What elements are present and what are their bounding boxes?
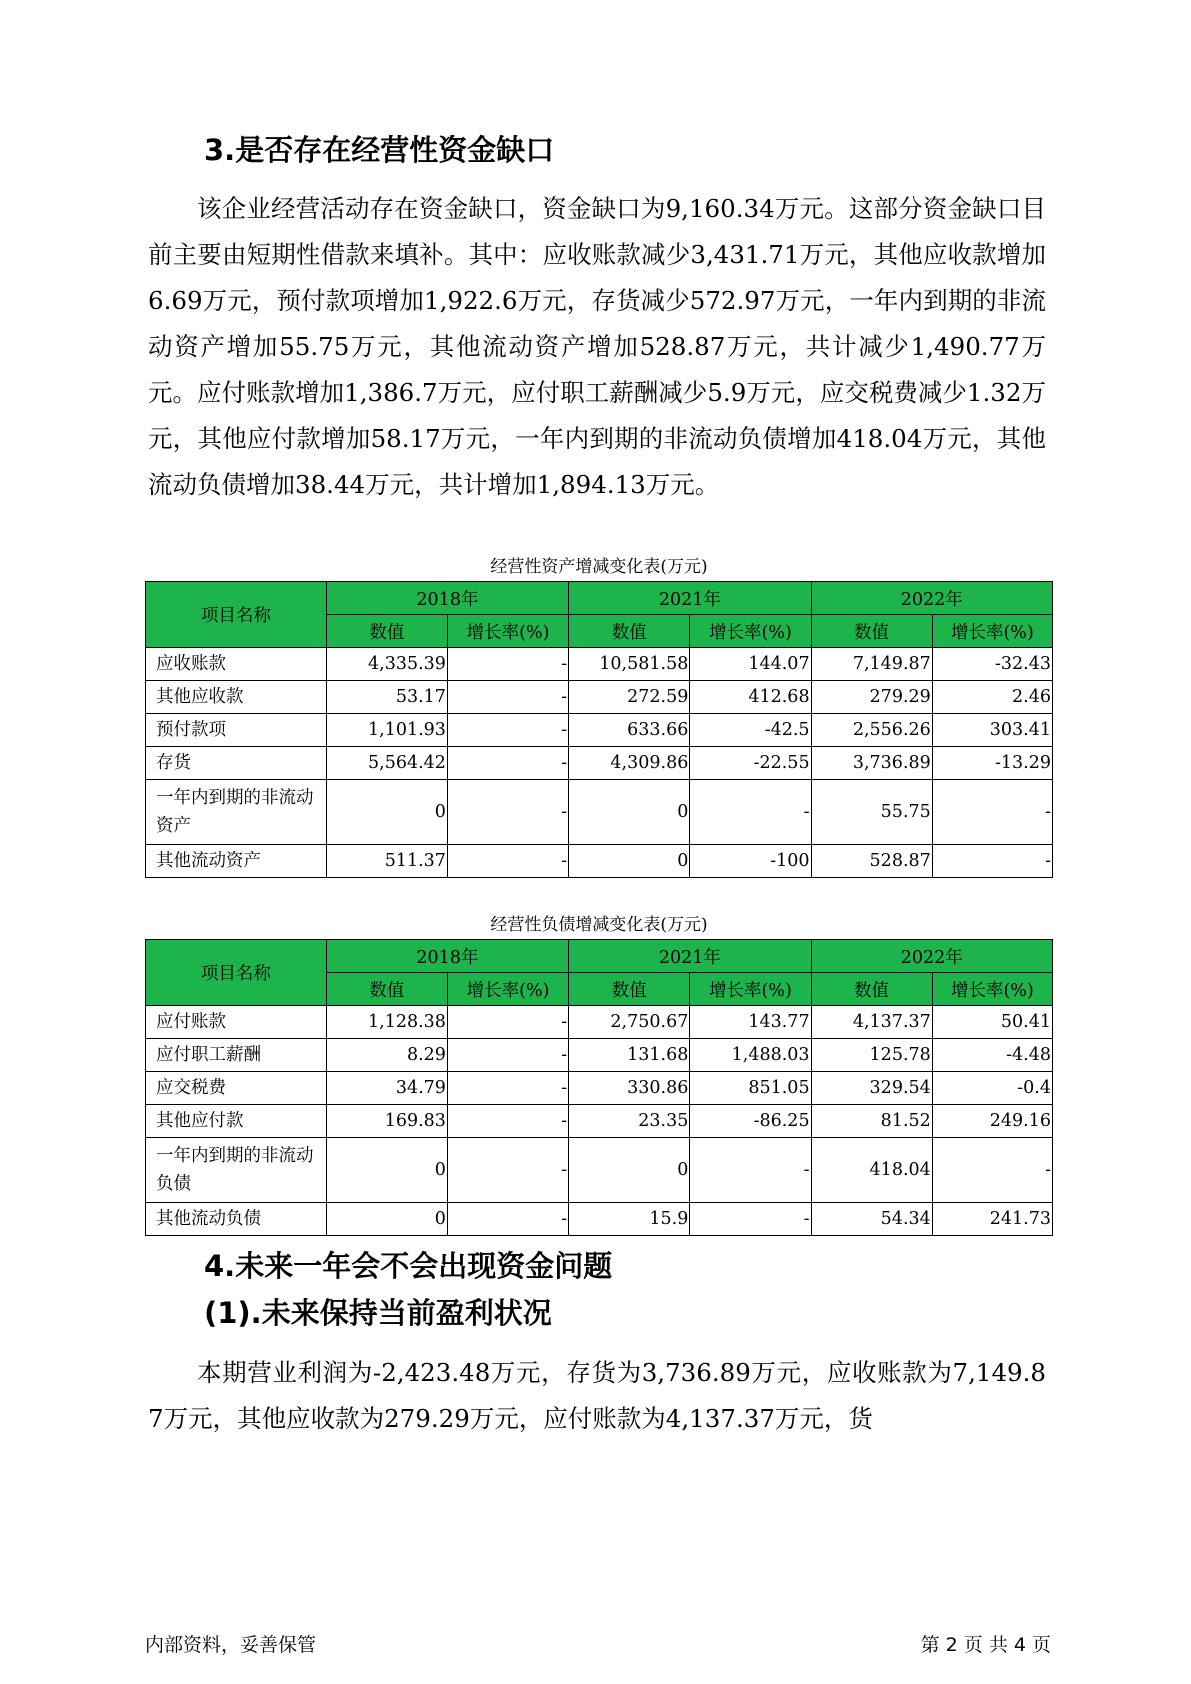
- value-cell: 418.04: [811, 1138, 932, 1203]
- growth-rate-cell: -4.48: [932, 1039, 1052, 1072]
- growth-rate-header: 增长率(%): [447, 615, 568, 648]
- row-item-name: 应付账款: [146, 1006, 327, 1039]
- year-header: 2022年: [811, 582, 1052, 615]
- value-cell: 0: [326, 1203, 447, 1236]
- value-cell: 10,581.58: [569, 648, 690, 681]
- growth-rate-cell: -86.25: [690, 1105, 811, 1138]
- year-header: 2021年: [569, 940, 811, 973]
- growth-rate-cell: -: [447, 1138, 568, 1203]
- value-cell: 511.37: [326, 845, 447, 878]
- value-cell: 4,309.86: [569, 747, 690, 780]
- value-cell: 1,101.93: [326, 714, 447, 747]
- footer-confidential-note: 内部资料，妥善保管: [145, 1634, 317, 1656]
- growth-rate-header: 增长率(%): [932, 973, 1052, 1006]
- growth-rate-cell: -: [690, 1203, 811, 1236]
- growth-rate-cell: -: [447, 681, 568, 714]
- row-item-name: 其他应收款: [146, 681, 327, 714]
- growth-rate-cell: 851.05: [690, 1072, 811, 1105]
- value-cell: 272.59: [569, 681, 690, 714]
- growth-rate-cell: -: [447, 714, 568, 747]
- growth-rate-header: 增长率(%): [447, 973, 568, 1006]
- value-cell: 2,556.26: [811, 714, 932, 747]
- growth-rate-header: 增长率(%): [932, 615, 1052, 648]
- section-4-heading: 4.未来一年会不会出现资金问题: [204, 1249, 613, 1283]
- table-row: [146, 1039, 1053, 1072]
- row-item-name: 应付职工薪酬: [146, 1039, 327, 1072]
- year-header: 2021年: [569, 582, 811, 615]
- value-header: 数值: [811, 973, 932, 1006]
- item-name-header: 项目名称: [146, 940, 327, 1006]
- value-cell: 81.52: [811, 1105, 932, 1138]
- row-item-name: 其他应付款: [146, 1105, 327, 1138]
- value-cell: 329.54: [811, 1072, 932, 1105]
- value-cell: 5,564.42: [326, 747, 447, 780]
- value-cell: 125.78: [811, 1039, 932, 1072]
- year-header: 2022年: [811, 940, 1052, 973]
- table-row: [146, 1105, 1053, 1138]
- value-cell: 0: [569, 845, 690, 878]
- value-cell: 23.35: [569, 1105, 690, 1138]
- row-item-name: 一年内到期的非流动负债: [146, 1138, 327, 1203]
- value-cell: 330.86: [569, 1072, 690, 1105]
- growth-rate-cell: -: [932, 845, 1052, 878]
- value-header: 数值: [811, 615, 932, 648]
- table-row: [146, 714, 1053, 747]
- value-cell: 279.29: [811, 681, 932, 714]
- growth-rate-cell: 143.77: [690, 1006, 811, 1039]
- section-4-paragraph: 本期营业利润为-2,423.48万元，存货为3,736.89万元，应收账款为7,149.87万元，其他应收款为279.29万元，应付账款为4,137.37万元，货: [148, 1358, 1046, 1433]
- growth-rate-header: 增长率(%): [690, 973, 811, 1006]
- growth-rate-cell: -: [447, 1072, 568, 1105]
- growth-rate-cell: 50.41: [932, 1006, 1052, 1039]
- row-item-name: 其他流动负债: [146, 1203, 327, 1236]
- table-row: [146, 648, 1053, 681]
- value-cell: 34.79: [326, 1072, 447, 1105]
- growth-rate-cell: -: [932, 780, 1052, 845]
- year-header: 2018年: [326, 582, 568, 615]
- growth-rate-cell: -: [447, 1039, 568, 1072]
- growth-rate-cell: 249.16: [932, 1105, 1052, 1138]
- growth-rate-cell: -: [447, 845, 568, 878]
- value-cell: 4,137.37: [811, 1006, 932, 1039]
- value-cell: 15.9: [569, 1203, 690, 1236]
- growth-rate-cell: 241.73: [932, 1203, 1052, 1236]
- growth-rate-cell: -: [690, 1138, 811, 1203]
- table-row: [146, 1006, 1053, 1039]
- row-item-name: 应交税费: [146, 1072, 327, 1105]
- table-row: [146, 1138, 1053, 1203]
- value-cell: 55.75: [811, 780, 932, 845]
- row-item-name: 一年内到期的非流动资产: [146, 780, 327, 845]
- value-header: 数值: [569, 615, 690, 648]
- growth-rate-cell: 1,488.03: [690, 1039, 811, 1072]
- growth-rate-cell: -42.5: [690, 714, 811, 747]
- year-header: 2018年: [326, 940, 568, 973]
- value-cell: 4,335.39: [326, 648, 447, 681]
- growth-rate-cell: -32.43: [932, 648, 1052, 681]
- table-row: [146, 747, 1053, 780]
- growth-rate-cell: 144.07: [690, 648, 811, 681]
- value-cell: 2,750.67: [569, 1006, 690, 1039]
- row-item-name: 预付款项: [146, 714, 327, 747]
- growth-rate-cell: -: [447, 1105, 568, 1138]
- table-row: [146, 681, 1053, 714]
- section-3-paragraph: 该企业经营活动存在资金缺口，资金缺口为9,160.34万元。这部分资金缺口目前主要由短期性借款来填补。其中：应收账款减少3,431.71万元，其他应收款增加6.69万元，预付款项增加1,922.6万元，存货减少572.97万元，一年内到期的非流动资产增加55.75万元，其他流动资产增加528.87万元，共计减少1,490.77万元。应付账款增加1,386.7万元，应付职工薪酬减少5.9万元，应交税费减少1.32万元，其他应付款增加58.17万元，一年内到期的非流动负债增加418.04万元，其他流动负债增加38.44万元，共计增加1,894.13万元。: [148, 194, 1046, 499]
- liability-table: [145, 939, 1053, 1236]
- growth-rate-cell: 2.46: [932, 681, 1052, 714]
- growth-rate-cell: -100: [690, 845, 811, 878]
- value-cell: 0: [326, 1138, 447, 1203]
- liability-table-caption: 经营性负债增减变化表(万元): [490, 915, 708, 935]
- value-cell: 528.87: [811, 845, 932, 878]
- growth-rate-header: 增长率(%): [690, 615, 811, 648]
- value-cell: 54.34: [811, 1203, 932, 1236]
- value-cell: 0: [569, 780, 690, 845]
- section-4-subheading: (1).未来保持当前盈利状况: [204, 1296, 552, 1330]
- value-cell: 8.29: [326, 1039, 447, 1072]
- row-item-name: 应收账款: [146, 648, 327, 681]
- growth-rate-cell: -: [447, 1203, 568, 1236]
- value-cell: 131.68: [569, 1039, 690, 1072]
- row-item-name: 存货: [146, 747, 327, 780]
- value-cell: 53.17: [326, 681, 447, 714]
- growth-rate-cell: -: [932, 1138, 1052, 1203]
- growth-rate-cell: -13.29: [932, 747, 1052, 780]
- value-cell: 0: [569, 1138, 690, 1203]
- growth-rate-cell: 303.41: [932, 714, 1052, 747]
- asset-table: [145, 581, 1053, 878]
- value-cell: 0: [326, 780, 447, 845]
- growth-rate-cell: -: [447, 747, 568, 780]
- growth-rate-cell: -22.55: [690, 747, 811, 780]
- section-3-heading: 3.是否存在经营性资金缺口: [204, 133, 555, 167]
- growth-rate-cell: -: [447, 1006, 568, 1039]
- value-cell: 7,149.87: [811, 648, 932, 681]
- growth-rate-cell: -0.4: [932, 1072, 1052, 1105]
- value-header: 数值: [326, 973, 447, 1006]
- growth-rate-cell: -: [447, 648, 568, 681]
- value-header: 数值: [326, 615, 447, 648]
- value-header: 数值: [569, 973, 690, 1006]
- table-row: [146, 1072, 1053, 1105]
- value-cell: 1,128.38: [326, 1006, 447, 1039]
- growth-rate-cell: -: [690, 780, 811, 845]
- table-row: [146, 845, 1053, 878]
- item-name-header: 项目名称: [146, 582, 327, 648]
- table-row: [146, 780, 1053, 845]
- growth-rate-cell: -: [447, 780, 568, 845]
- footer-page-number: 第 2 页 共 4 页: [920, 1634, 1051, 1656]
- row-item-name: 其他流动资产: [146, 845, 327, 878]
- asset-table-caption: 经营性资产增减变化表(万元): [490, 557, 708, 577]
- value-cell: 169.83: [326, 1105, 447, 1138]
- growth-rate-cell: 412.68: [690, 681, 811, 714]
- table-row: [146, 1203, 1053, 1236]
- value-cell: 633.66: [569, 714, 690, 747]
- value-cell: 3,736.89: [811, 747, 932, 780]
